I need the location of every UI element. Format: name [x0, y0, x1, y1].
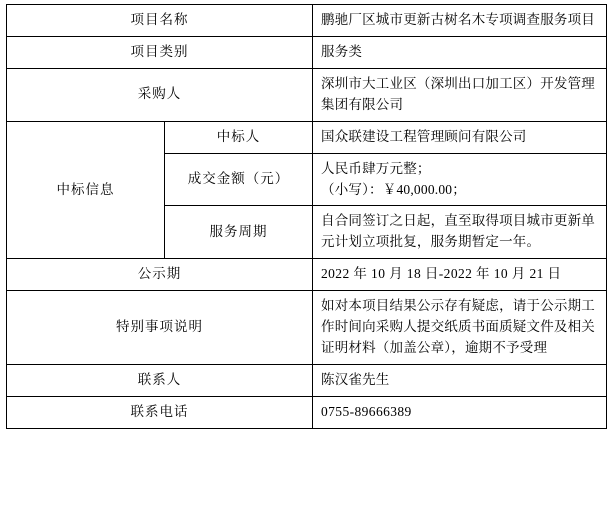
row-label-project-name: 项目名称 [7, 5, 313, 37]
sub-value-service-period: 自合同签订之日起，直至取得项目城市更新单元计划立项批复，服务期暂定一年。 [313, 206, 607, 259]
table-row [7, 291, 607, 365]
row-value-publicity-period: 2022 年 10 月 18 日-2022 年 10 月 21 日 [313, 259, 607, 291]
sub-value-amount [313, 153, 607, 206]
row-value-purchaser: 深圳市大工业区（深圳出口加工区）开发管理集团有限公司 [313, 68, 607, 121]
row-label-publicity-period: 公示期 [7, 259, 313, 291]
sub-value-bidder: 国众联建设工程管理顾问有限公司 [313, 121, 607, 153]
row-value-contact-person: 陈汉雀先生 [313, 364, 607, 396]
row-value-contact-phone: 0755-89666389 [313, 396, 607, 428]
row-value-project-name: 鹏驰厂区城市更新古树名木专项调查服务项目 [313, 5, 607, 37]
table-row [7, 396, 607, 428]
table-row [7, 121, 607, 153]
amount-in-figures: （小写）：￥40,000.00； [321, 181, 466, 197]
sub-label-service-period: 服务周期 [165, 206, 313, 259]
table-row [7, 36, 607, 68]
row-value-special-notes: 如对本项目结果公示存有疑虑，请于公示期工作时间向采购人提交纸质书面质疑文件及相关证明材料（加盖公章），逾期不予受理 [313, 291, 607, 365]
row-label-purchaser: 采购人 [7, 68, 313, 121]
project-info-table [6, 4, 607, 429]
row-label-project-category: 项目类别 [7, 36, 313, 68]
table-row [7, 364, 607, 396]
table-row [7, 68, 607, 121]
row-label-contact-person: 联系人 [7, 364, 313, 396]
row-label-special-notes: 特别事项说明 [7, 291, 313, 365]
sub-label-bidder: 中标人 [165, 121, 313, 153]
table-row [7, 259, 607, 291]
sub-label-amount: 成交金额（元） [165, 153, 313, 206]
row-label-contact-phone: 联系电话 [7, 396, 313, 428]
row-label-bid-info: 中标信息 [7, 121, 165, 259]
table-row [7, 5, 607, 37]
row-value-project-category: 服务类 [313, 36, 607, 68]
amount-in-words: 人民币肆万元整； [321, 160, 431, 176]
